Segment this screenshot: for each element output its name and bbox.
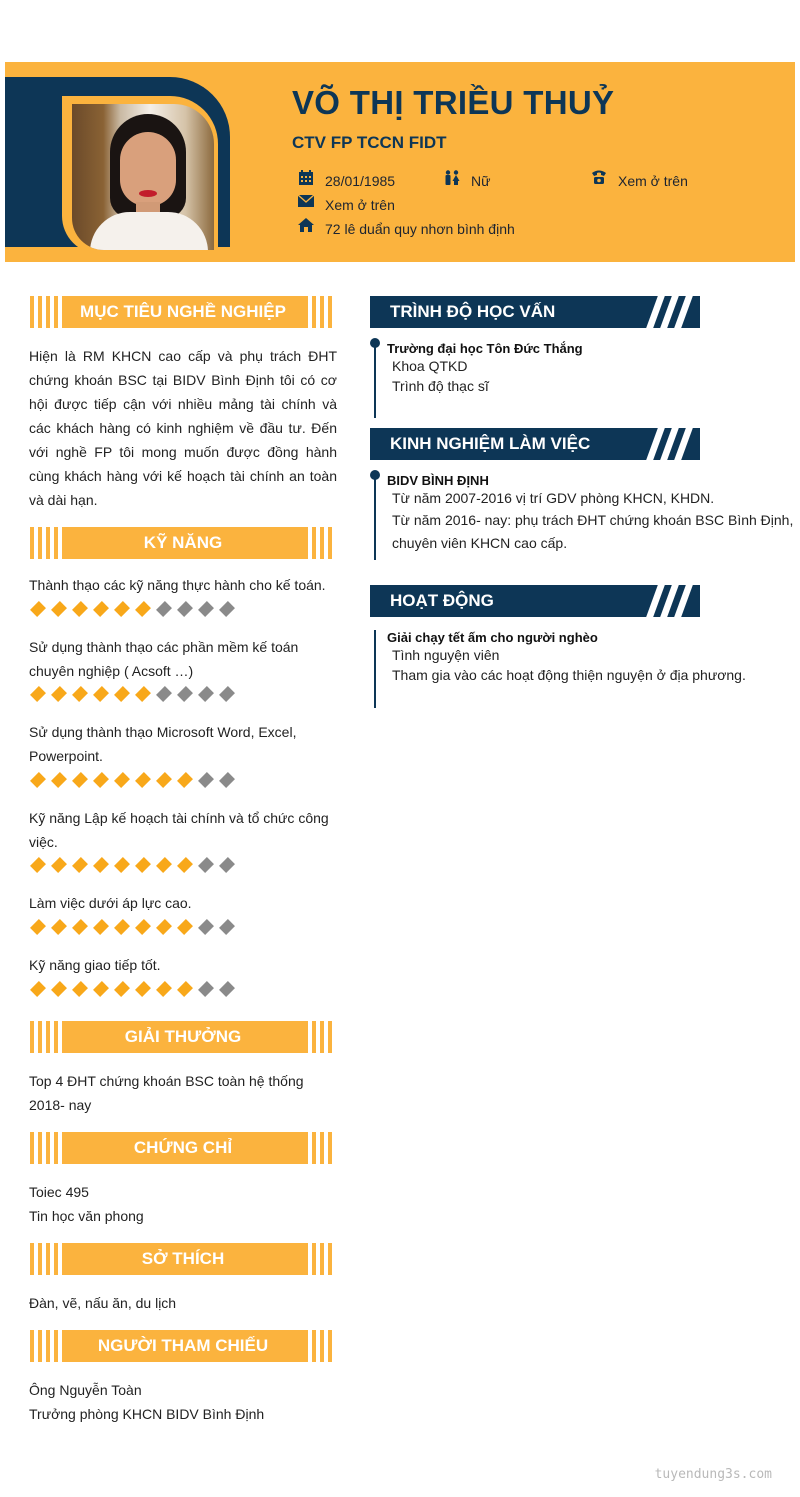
- rating-diamond-empty: [219, 857, 235, 873]
- activity-line: Tham gia vào các hoạt động thiện nguyện ở địa phương.: [392, 667, 746, 683]
- rating-diamond-empty: [198, 919, 214, 935]
- rating-diamond-filled: [51, 686, 67, 702]
- reference-name: Ông Nguyễn Toàn: [29, 1382, 142, 1398]
- email-icon: [297, 194, 315, 212]
- rating-diamond-filled: [135, 772, 151, 788]
- rating-diamond-filled: [93, 981, 109, 997]
- rating-diamond-filled: [135, 686, 151, 702]
- timeline-dot: [370, 470, 380, 480]
- rating-diamond-filled: [177, 857, 193, 873]
- rating-diamond-empty: [219, 919, 235, 935]
- rating-diamond-empty: [198, 686, 214, 702]
- rating-diamond-filled: [177, 772, 193, 788]
- rating-diamond-filled: [51, 981, 67, 997]
- calendar-icon: [297, 170, 315, 188]
- experience-heading: KINH NGHIỆM LÀM VIỆC: [370, 428, 700, 460]
- rating-diamond-filled: [72, 981, 88, 997]
- skill-name: Làm việc dưới áp lực cao.: [29, 895, 192, 911]
- certificate-item: Tin học văn phong: [29, 1208, 144, 1224]
- rating-diamond-empty: [198, 601, 214, 617]
- job-title: CTV FP TCCN FIDT: [292, 133, 447, 152]
- rating-diamond-filled: [93, 601, 109, 617]
- rating-diamond-empty: [156, 601, 172, 617]
- rating-diamond-empty: [198, 857, 214, 873]
- experience-line: Từ năm 2016- nay: phụ trách ĐHT chứng khoán BSC Bình Định,: [392, 512, 794, 528]
- activity-line: Tình nguyện viên: [392, 647, 500, 663]
- rating-diamond-empty: [219, 686, 235, 702]
- rating-diamond-empty: [219, 981, 235, 997]
- school-name: Trường đại học Tôn Đức Thắng: [387, 341, 583, 356]
- education-timeline: [374, 342, 376, 418]
- certificates-heading: CHỨNG CHỈ: [30, 1132, 336, 1164]
- rating-diamond-filled: [93, 857, 109, 873]
- photo-frame: [62, 96, 218, 254]
- skill-name: Thành thạo các kỹ năng thực hành cho kế toán.: [29, 577, 326, 593]
- rating-diamond-filled: [30, 981, 46, 997]
- gender-value: Nữ: [471, 173, 491, 189]
- rating-diamond-filled: [30, 601, 46, 617]
- timeline-dot: [370, 338, 380, 348]
- rating-diamond-filled: [177, 919, 193, 935]
- skill-name: Kỹ năng Lập kế hoạch tài chính và tổ chức công việc.: [29, 810, 329, 850]
- rating-diamond-filled: [177, 981, 193, 997]
- rating-diamond-filled: [72, 772, 88, 788]
- phone-field: [618, 173, 688, 189]
- experience-line: chuyên viên KHCN cao cấp.: [392, 535, 568, 551]
- experience-timeline: [374, 474, 376, 560]
- gender-icon: [443, 170, 461, 188]
- objective-heading: MỤC TIÊU NGHỀ NGHIỆP: [30, 296, 336, 328]
- certificate-item: Toiec 495: [29, 1184, 89, 1200]
- rating-diamond-filled: [114, 772, 130, 788]
- rating-diamond-empty: [219, 601, 235, 617]
- rating-diamond-filled: [72, 919, 88, 935]
- skill-rating: [33, 981, 243, 997]
- rating-diamond-empty: [177, 686, 193, 702]
- rating-diamond-filled: [51, 601, 67, 617]
- avatar: [72, 104, 214, 250]
- rating-diamond-filled: [114, 686, 130, 702]
- birthday-value: 28/01/1985: [325, 173, 396, 189]
- skill-rating: [33, 857, 243, 873]
- rating-diamond-filled: [156, 857, 172, 873]
- activities-heading: HOẠT ĐỘNG: [370, 585, 700, 617]
- rating-diamond-filled: [30, 772, 46, 788]
- activity-name: Giải chạy tết ấm cho người nghèo: [387, 630, 598, 645]
- rating-diamond-filled: [93, 919, 109, 935]
- education-heading: TRÌNH ĐỘ HỌC VẤN: [370, 296, 700, 328]
- full-name: VÕ THỊ TRIỀU THUỶ: [292, 84, 615, 121]
- rating-diamond-filled: [51, 919, 67, 935]
- skill-name: Kỹ năng giao tiếp tốt.: [29, 957, 161, 973]
- education-line: Trình độ thạc sĩ: [392, 378, 489, 394]
- email-value: Xem ở trên: [325, 197, 395, 213]
- gender-field: [471, 173, 490, 189]
- rating-diamond-filled: [51, 857, 67, 873]
- rating-diamond-filled: [93, 686, 109, 702]
- rating-diamond-filled: [135, 601, 151, 617]
- hobbies-text: Đàn, vẽ, nấu ăn, du lịch: [29, 1295, 177, 1311]
- education-line: Khoa QTKD: [392, 358, 468, 374]
- skill-name: Sử dụng thành thạo Microsoft Word, Excel, Powerpoint.: [29, 724, 297, 764]
- company-name: BIDV BÌNH ĐỊNH: [387, 473, 489, 488]
- photo-background: [5, 77, 230, 247]
- objective-text: Hiện là RM KHCN cao cấp và phụ trách ĐHT chứng khoán BSC tại BIDV Bình Định tôi có cơ hội được tiếp cận với nhiều mảng tài chính và các khách hàng có kinh nghiệm về đầu tư. Đến với nghề FP tôi mong muốn được đồng hành cùng khách hàng với kế hoạch tài chính an toàn và dài hạn.: [29, 348, 337, 508]
- skill-name: Sử dụng thành thạo các phần mềm kế toán chuyên nghiệp ( Acsoft …): [29, 639, 299, 679]
- rating-diamond-filled: [135, 919, 151, 935]
- skill-rating: [33, 686, 243, 702]
- rating-diamond-empty: [156, 686, 172, 702]
- rating-diamond-filled: [93, 772, 109, 788]
- skill-rating: [33, 601, 243, 617]
- address-field: [325, 221, 515, 237]
- activities-timeline: [374, 630, 376, 708]
- awards-heading: GIẢI THƯỞNG: [30, 1021, 336, 1053]
- rating-diamond-empty: [198, 981, 214, 997]
- phone-value: Xem ở trên: [618, 173, 688, 189]
- rating-diamond-filled: [156, 981, 172, 997]
- references-heading: NGƯỜI THAM CHIẾU: [30, 1330, 336, 1362]
- watermark: tuyendung3s.com: [654, 1467, 772, 1482]
- rating-diamond-filled: [114, 857, 130, 873]
- profile-header: [5, 62, 795, 262]
- rating-diamond-filled: [114, 981, 130, 997]
- birthday-field: [325, 173, 395, 189]
- skills-heading: KỸ NĂNG: [30, 527, 336, 559]
- rating-diamond-empty: [219, 772, 235, 788]
- rating-diamond-filled: [156, 919, 172, 935]
- rating-diamond-filled: [72, 857, 88, 873]
- home-icon: [297, 218, 315, 236]
- skill-rating: [33, 919, 243, 935]
- rating-diamond-empty: [177, 601, 193, 617]
- award-text: Top 4 ĐHT chứng khoán BSC toàn hệ thống 2018- nay: [29, 1073, 304, 1113]
- rating-diamond-filled: [30, 857, 46, 873]
- experience-line: Từ năm 2007-2016 vị trí GDV phòng KHCN, KHDN.: [392, 490, 715, 506]
- rating-diamond-filled: [114, 601, 130, 617]
- phone-icon: [590, 170, 608, 188]
- address-value: 72 lê duẩn quy nhơn bình định: [325, 221, 515, 237]
- hobbies-heading: SỞ THÍCH: [30, 1243, 336, 1275]
- rating-diamond-filled: [135, 857, 151, 873]
- rating-diamond-empty: [198, 772, 214, 788]
- rating-diamond-filled: [72, 601, 88, 617]
- rating-diamond-filled: [30, 919, 46, 935]
- skill-rating: [33, 772, 243, 788]
- rating-diamond-filled: [51, 772, 67, 788]
- email-field: [325, 197, 395, 213]
- rating-diamond-filled: [30, 686, 46, 702]
- rating-diamond-filled: [156, 772, 172, 788]
- rating-diamond-filled: [72, 686, 88, 702]
- rating-diamond-filled: [114, 919, 130, 935]
- rating-diamond-filled: [135, 981, 151, 997]
- reference-position: Trưởng phòng KHCN BIDV Bình Định: [29, 1406, 265, 1422]
